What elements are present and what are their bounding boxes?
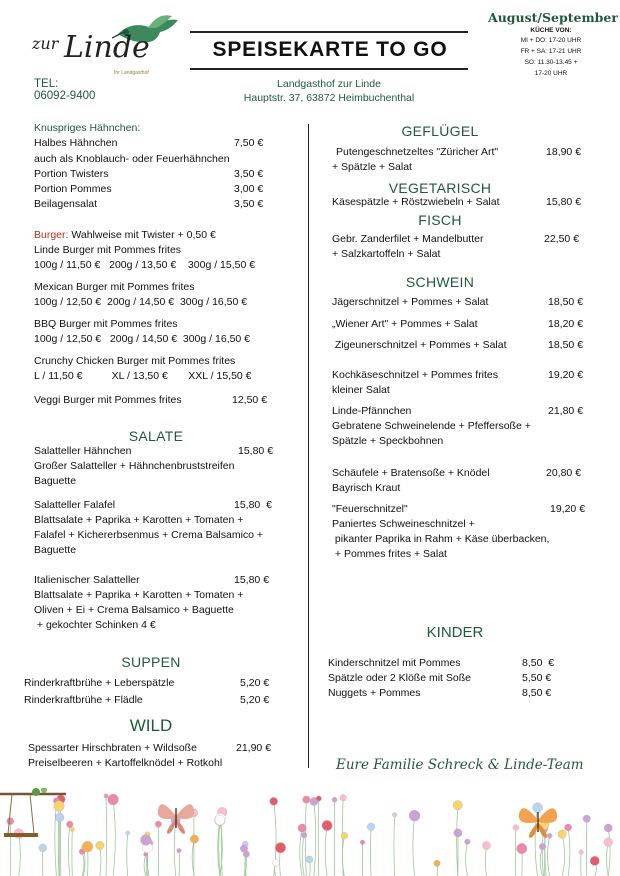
menu-item-price: 8,50 € (522, 687, 552, 699)
menu-item-name: Kinderschnitzel mit Pommes (328, 657, 461, 669)
menu-item-desc: Bayrisch Kraut (332, 482, 401, 494)
menu-item-desc: + Salzkartoffeln + Salat (332, 248, 441, 260)
menu-item-desc: Blattsalate + Paprika + Karotten + Tomaten + (34, 589, 244, 601)
hours-line: FR + SA: 17-21 UHR (520, 48, 582, 55)
menu-item-name: „Wiener Art" + Pommes + Salat (332, 318, 478, 330)
menu-item-name: Italienischer Salatteller (34, 574, 140, 586)
burger-sizes: 100g / 12,50 € 200g / 14,50 € 300g / 16,50 € (34, 296, 248, 308)
menu-item-price: 8,50 € (522, 657, 555, 669)
menu-item-name: Jägerschnitzel + Pommes + Salat (332, 296, 489, 308)
menu-item-price: 22,50 € (544, 233, 580, 245)
flower-bloom (583, 815, 590, 822)
flower-bloom (303, 796, 310, 803)
menu-item-desc: Baguette (34, 475, 77, 487)
menu-item-price: 19,20 € (550, 503, 586, 515)
menu-item-price: 3,50 € (234, 198, 264, 210)
logo-subtitle: Ihr Landgasthof (114, 70, 149, 76)
flower-bloom (465, 839, 471, 845)
menu-item-price: 19,20 € (548, 369, 584, 381)
flower-bloom (316, 796, 321, 801)
menu-item-desc: Gebratene Schweinelende + Pfeffersoße + (332, 420, 531, 432)
menu-item-name: Salatteller Hähnchen (34, 445, 132, 457)
menu-item-price: 5,20 € (240, 694, 270, 706)
hours-line: 17-20 UHR (534, 70, 568, 77)
flower-bloom (590, 856, 599, 865)
section-title-vegetarisch: VEGETARISCH (388, 180, 492, 196)
flower-bloom (517, 843, 527, 853)
menu-item-price: 15,80 € (546, 196, 582, 208)
menu-item-desc: Paniertes Schweineschnitzel + (332, 518, 475, 530)
menu-item-price: 15,80 € (234, 499, 272, 511)
menu-item-desc: + Spätzle + Salat (332, 161, 412, 173)
menu-item-price: 5,20 € (240, 677, 270, 689)
title-rule-bottom (190, 68, 468, 70)
flower-bloom (332, 797, 337, 802)
hours-line: MI + DO: 17-20 UHR (520, 37, 582, 44)
flower-bloom (275, 842, 286, 853)
menu-item-desc: pikanter Paprika in Rahm + Käse überbacken, (332, 533, 550, 545)
burger-header (34, 228, 216, 243)
menu-item-name: Rinderkraftbrühe + Flädle (24, 694, 143, 706)
flower-bloom (454, 829, 462, 837)
butterfly-icon (516, 800, 560, 840)
flower-bloom (604, 824, 612, 832)
menu-item-price: 12,50 € (232, 394, 268, 406)
burger-sizes: 100g / 12,50 € 200g / 14,50 € 300g / 16,50 € (34, 333, 251, 345)
menu-item-price: 15,80 € (234, 574, 270, 586)
logo-word-linde: Linde (64, 30, 150, 65)
burger-name: Crunchy Chicken Burger mit Pommes frites (34, 355, 236, 367)
flower-bloom (298, 824, 306, 832)
address-street: Hauptstr. 37, 63872 Heimbuchenthal (243, 92, 415, 104)
menu-item-name: Linde-Pfännchen (332, 405, 412, 417)
flower-bloom (453, 801, 462, 810)
flower-bloom (177, 848, 182, 853)
burger-label: Burger: (34, 229, 69, 241)
menu-item-name: Portion Pommes (34, 183, 112, 195)
menu-item-desc: Blattsalate + Paprika + Karotten + Tomaten + (34, 514, 244, 526)
hours-title: KÜCHE VON: (530, 27, 572, 34)
flower-bloom (96, 841, 105, 850)
section-title-kinder: KINDER (426, 624, 484, 641)
menu-item-desc: Baguette (34, 544, 77, 556)
flower-bloom (126, 831, 130, 835)
menu-item-name: Spessarter Hirschbraten + Wildsoße (28, 742, 197, 754)
flower-bloom (104, 794, 109, 799)
menu-item-name: Veggi Burger mit Pommes frites (34, 394, 182, 406)
menu-item-price: 7,50 € (234, 137, 264, 149)
column-divider (308, 124, 309, 768)
menu-item-name: Salatteller Falafel (34, 499, 116, 511)
menu-item-desc: Spätzle + Speckbohnen (332, 435, 444, 447)
menu-item-name: Zigeunerschnitzel + Pommes + Salat (332, 339, 507, 351)
menu-item-name: Schäufele + Bratensoße + Knödel (332, 467, 490, 479)
flower-bloom (604, 838, 613, 847)
page-title: SPEISEKARTE TO GO (212, 38, 448, 61)
menu-item-price: 21,90 € (236, 742, 272, 754)
flower-bloom (190, 835, 198, 843)
flower-bloom (301, 832, 307, 838)
menu-item-price: 5,50 € (522, 672, 552, 684)
section-title-salate: SALATE (128, 428, 184, 444)
menu-item-price: 18,90 € (546, 146, 582, 158)
menu-item-name: Käsespätzle + Röstzwiebeln + Salat (332, 196, 500, 208)
menu-item-price: 18,50 € (548, 296, 584, 308)
burger-name: Linde Burger mit Pommes frites (34, 244, 182, 256)
flower-bloom (367, 823, 375, 831)
menu-item-desc: Großer Salatteller + Hähnchenbruststreifen (34, 460, 235, 472)
menu-item-name: Portion Twisters (34, 168, 109, 180)
flower-bloom (565, 824, 572, 831)
burger-sizes: L / 11,50 € XL / 13,50 € XXL / 15,50 € (34, 370, 252, 382)
menu-item-desc: + Pommes frites + Salat (332, 548, 447, 560)
title-rule-top (190, 31, 468, 33)
butterfly-icon (156, 796, 196, 836)
section-title-schwein: SCHWEIN (405, 274, 475, 290)
menu-item-name: Beilagensalat (34, 198, 98, 210)
flower-bloom (82, 841, 93, 852)
menu-item-price: 3,00 € (234, 183, 264, 195)
menu-item-name: Putengeschnetzeltes "Züricher Art" (336, 146, 499, 158)
burger-sizes: 100g / 11,50 € 200g / 13,50 € 300g / 15,50 € (34, 259, 256, 271)
flower-bloom (273, 859, 280, 866)
menu-item-name: Gebr. Zanderfilet + Mandelbutter (332, 233, 484, 245)
swing-icon (0, 788, 70, 848)
flower-bloom (270, 797, 278, 805)
menu-item-desc: + gekochter Schinken 4 € (34, 619, 156, 631)
hours-line: SO: 11.30-13.45 + (524, 59, 578, 66)
flower-bloom (341, 832, 348, 839)
menu-item-price: 15,80 € (238, 445, 274, 457)
section-title-gefluegel: GEFLÜGEL (401, 123, 479, 139)
burger-name: Mexican Burger mit Pommes frites (34, 281, 195, 293)
menu-item-price: 20,80 € (546, 467, 582, 479)
flower-bloom (482, 841, 490, 849)
menu-item-name: auch als Knoblauch- oder Feuerhähnchen (34, 153, 230, 165)
flower-bloom (243, 851, 249, 857)
menu-item-name: Rinderkraftbrühe + Leberspätzle (24, 677, 175, 689)
menu-item-price: 3,50 € (234, 168, 264, 180)
menu-item-name: Spätzle oder 2 Klöße mit Soße (328, 672, 471, 684)
flower-bloom (360, 840, 365, 845)
phone: TEL: 06092-9400 (34, 78, 96, 102)
menu-item-desc: kleiner Salat (332, 384, 390, 396)
flower-bloom (140, 835, 151, 846)
section-title-chicken: Knuspriges Hähnchen: (34, 122, 141, 134)
menu-item-price: 18,50 € (548, 339, 584, 351)
menu-item-desc: Oliven + Ei + Crema Balsamico + Baguette (34, 604, 234, 616)
menu-item-desc: Preiselbeeren + Kartoffelknödel + Rotkohl (28, 757, 223, 769)
signature: Eure Familie Schreck & Linde-Team (336, 757, 584, 773)
flower-bloom (306, 856, 313, 863)
burger-note: Wahlweise mit Twister + 0,50 € (71, 229, 216, 241)
menu-item-name: Kochkäseschnitzel + Pommes frites (332, 369, 499, 381)
flower-bloom (392, 812, 397, 817)
flower-bloom (539, 843, 546, 850)
menu-item-price: 18,20 € (548, 318, 584, 330)
menu-item-price: 21,80 € (548, 405, 584, 417)
menu-item-name: "Feuerschnitzel" (332, 503, 408, 515)
menu-item-desc: Falafel + Kichererbsenmus + Crema Balsamico + (34, 529, 264, 541)
flower-bloom (108, 794, 119, 805)
menu-item-name: Nuggets + Pommes (328, 687, 421, 699)
flower-bloom (579, 850, 584, 855)
section-title-suppen: SUPPEN (121, 654, 181, 670)
flower-bloom (340, 794, 347, 801)
address-name: Landgasthof zur Linde (277, 78, 381, 90)
section-title-fisch: FISCH (418, 212, 462, 228)
season: August/September (488, 10, 618, 25)
section-title-wild: WILD (129, 716, 173, 735)
flower-bloom (215, 815, 225, 825)
flower-bloom (322, 820, 332, 830)
logo (28, 14, 168, 84)
flower-bloom (434, 860, 440, 866)
logo-word-zur: zur (32, 34, 59, 53)
flower-bloom (409, 810, 420, 821)
burger-name: BBQ Burger mit Pommes frites (34, 318, 178, 330)
flower-bloom (70, 827, 74, 831)
menu-item-name: Halbes Hähnchen (34, 137, 118, 149)
